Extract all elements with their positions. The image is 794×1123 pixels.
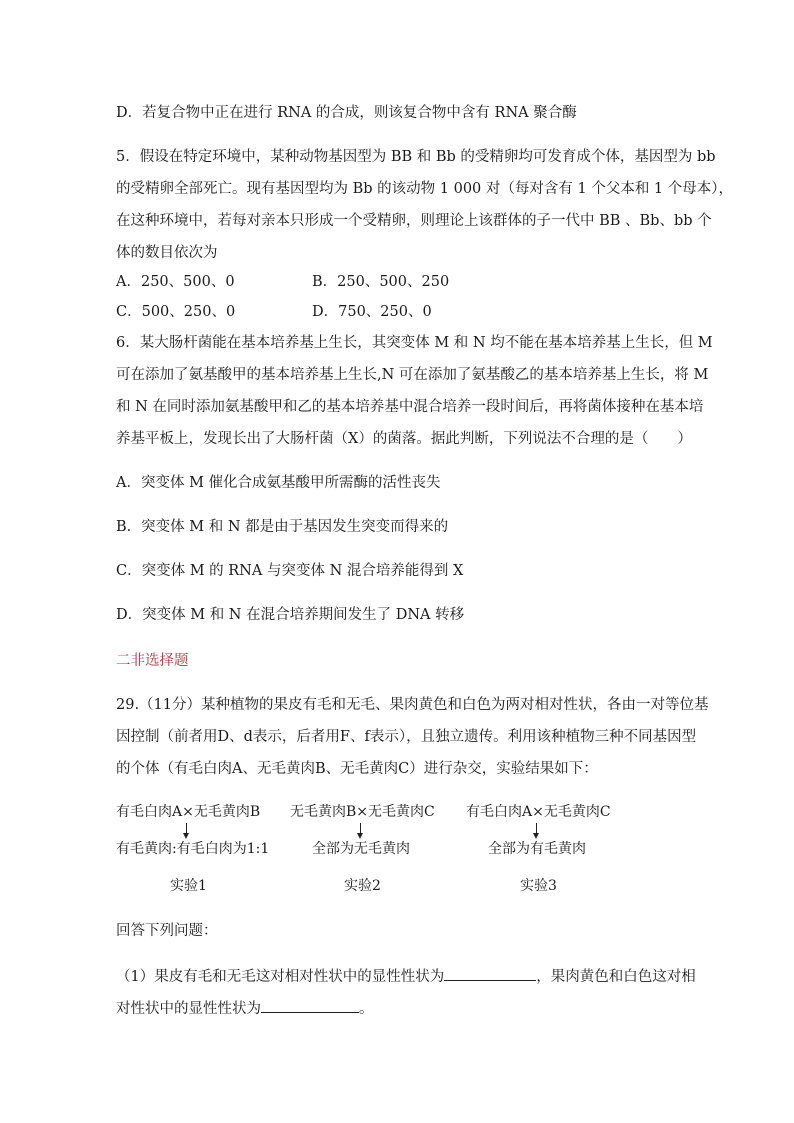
experiment-3-cross: 有毛白肉A×无毛黄肉C	[466, 804, 611, 820]
q6-option-d: D．突变体 M 和 N 在混合培养期间发生了 DNA 转移	[116, 607, 465, 623]
q29-sub1-text-c: 对性状中的显性性状为	[116, 1001, 261, 1017]
experiment-1-result: 有毛黄肉:有毛白肉为1:1	[116, 841, 270, 857]
q6-stem-line-4: 养基平板上，发现长出了大肠杆菌（X）的菌落。据此判断，下列说法不合理的是（ ）	[116, 431, 692, 447]
q29-sub1-end: 。	[359, 1001, 374, 1017]
q29-answer-blank-2[interactable]	[261, 997, 359, 1013]
q5-option-a: A．250、500、0	[116, 274, 235, 290]
experiment-3-result: 全部为有毛黄肉	[488, 841, 586, 857]
q29-prompt: 回答下列问题：	[116, 923, 218, 939]
q6-stem-line-2: 可在添加了氨基酸甲的基本培养基上生长,N 可在添加了氨基酸乙的基本培养基上生长，将 M	[116, 367, 709, 383]
q29-sub1-text-a: （1）果皮有毛和无毛这对相对性状中的显性性状为	[116, 969, 445, 985]
q6-option-b: B．突变体 M 和 N 都是由于基因发生突变而得来的	[116, 519, 449, 535]
q29-stem-line-3: 的个体（有毛白肉A、无毛黄肉B、无毛黄肉C）进行杂交，实验结果如下：	[116, 761, 598, 777]
q29-answer-blank-1[interactable]	[444, 965, 536, 981]
q5-option-b: B．250、500、250	[312, 274, 450, 290]
q5-option-c: C．500、250、0	[116, 304, 236, 320]
q5-stem-line-4: 体的数目依次为	[116, 245, 218, 261]
q6-stem-line-1: 6．某大肠杆菌能在基本培养基上生长，其突变体 M 和 N 均不能在基本培养基上生长，但 M	[116, 335, 713, 351]
q4-option-d: D．若复合物中正在进行 RNA 的合成，则该复合物中含有 RNA 聚合酶	[116, 105, 577, 121]
experiment-3-arrow-icon	[532, 823, 542, 839]
q6-option-a: A．突变体 M 催化合成氨基酸甲所需酶的活性丧失	[116, 475, 441, 491]
experiment-2-result: 全部为无毛黄肉	[312, 841, 410, 857]
section-title: 二非选择题	[116, 653, 189, 669]
experiment-2-cross: 无毛黄肉B×无毛黄肉C	[290, 804, 435, 820]
q5-stem-line-3: 在这种环境中，若每对亲本只形成一个受精卵，则理论上该群体的子一代中 BB 、Bb、bb 个	[116, 213, 712, 229]
q6-option-c: C．突变体 M 的 RNA 与突变体 N 混合培养能得到 X	[116, 563, 464, 579]
q29-stem-line-1: 29.（11分）某种植物的果皮有毛和无毛、果肉黄色和白色为两对相对性状，各由一对等位基	[116, 697, 709, 713]
experiment-2-arrow-icon	[356, 823, 366, 839]
q29-stem-line-2: 因控制（前者用D、d表示，后者用F、f表示），且独立遗传。利用该种植物三种不同基因型	[116, 729, 697, 745]
q29-sub1-text-b: ，果肉黄色和白色这对相	[536, 969, 696, 985]
experiment-2-label: 实验2	[344, 878, 381, 894]
experiment-3-label: 实验3	[520, 878, 557, 894]
q29-sub1-line-1	[116, 965, 696, 987]
q5-stem-line-1: 5．假设在特定环境中，某种动物基因型为 BB 和 Bb 的受精卵均可发育成个体，基因型为 bb	[116, 149, 716, 165]
experiment-1-cross: 有毛白肉A×无毛黄肉B	[116, 804, 261, 820]
experiment-1-arrow-icon	[182, 823, 192, 839]
q5-option-d: D．750、250、0	[312, 304, 432, 320]
q6-stem-line-3: 和 N 在同时添加氨基酸甲和乙的基本培养基中混合培养一段时间后，再将菌体接种在基本培	[116, 399, 704, 415]
q5-stem-line-2: 的受精卵全部死亡。现有基因型均为 Bb 的该动物 1 000 对（每对含有 1 个父本和 1 个母本），	[116, 181, 734, 197]
q29-sub1-line-2	[116, 997, 374, 1019]
experiment-1-label: 实验1	[170, 878, 207, 894]
